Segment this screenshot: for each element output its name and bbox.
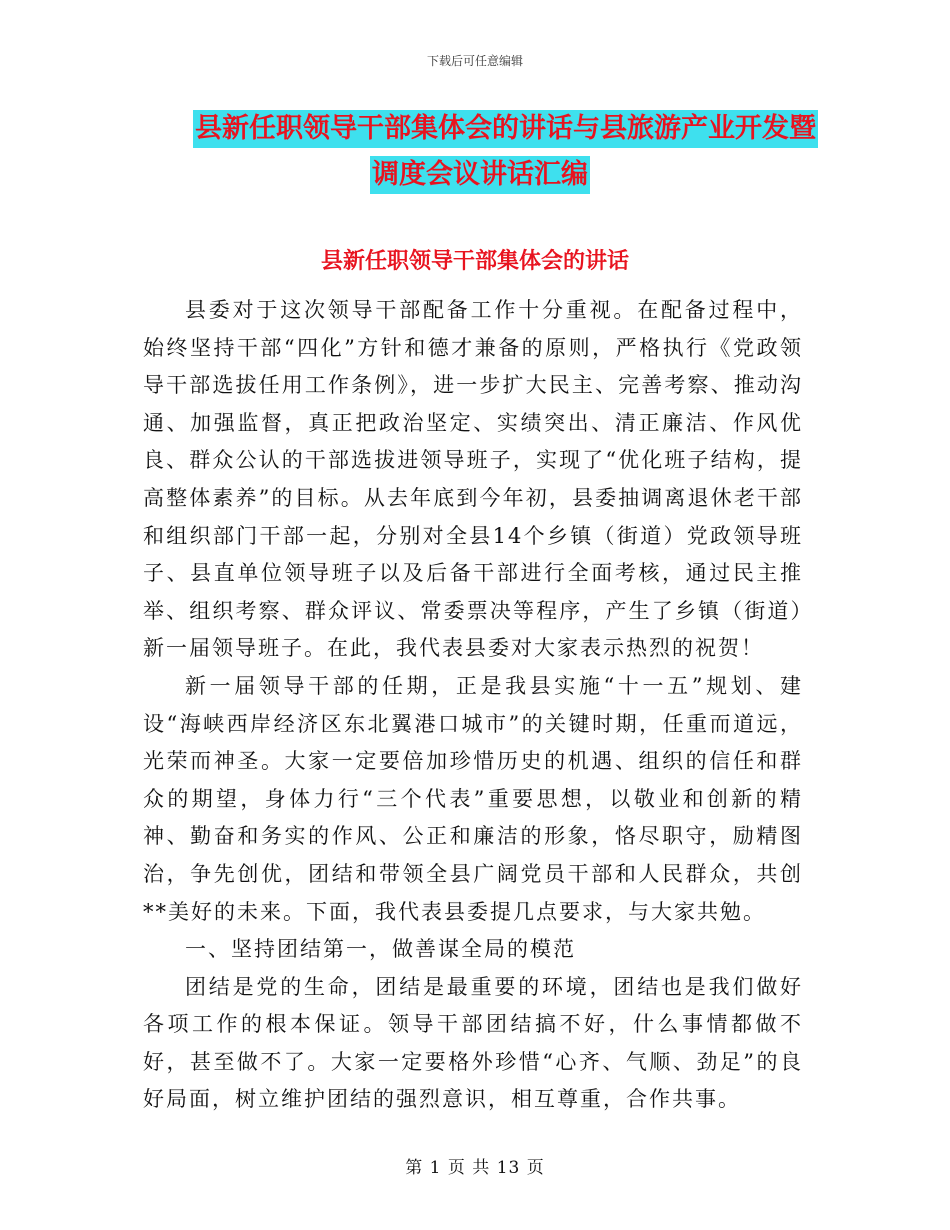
paragraph: 县委对于这次领导干部配备工作十分重视。在配备过程中，始终坚持干部“四化”方针和德才兼备的原则，严格执行《党政领导干部选拔任用工作条例》，进一步扩大民主、完善考察、推动沟通、加强监督，真正把政治坚定、实绩突出、清正廉洁、作风优良、群众公认的干部选拔进领导班子，实现了“优化班子结构，提高整体素养”的目标。从去年底到今年初，县委抽调离退休老干部和组织部门干部一起，分别对全县14个乡镇（街道）党政领导班子、县直单位领导班子以及后备干部进行全面考核，通过民主推举、组织考察、群众评议、常委票决等程序，产生了乡镇（街道）新一届领导班子。在此，我代表县委对大家表示热烈的祝贺！ xyxy=(143,298,803,661)
paragraph: 新一届领导干部的任期，正是我县实施“十一五”规划、建设“海峡西岸经济区东北翼港口城市”的关键时期，任重而道远，光荣而神圣。大家一定要倍加珍惜历史的机遇、组织的信任和群众的期望，身体力行“三个代表”重要思想，以敬业和创新的精神、勤奋和务实的作风、公正和廉洁的形象，恪尽职守，励精图治，争先创优，团结和带领全县广阔党员干部和人民群众，共创**美好的未来。下面，我代表县委提几点要求，与大家共勉。 xyxy=(143,673,803,924)
document-title-line-2: 调度会议讲话汇编 xyxy=(370,156,590,194)
paragraph: 团结是党的生命，团结是最重要的环境，团结也是我们做好各项工作的根本保证。领导干部团结搞不好，什么事情都做不好，甚至做不了。大家一定要格外珍惜“心齐、气顺、劲足”的良好局面，树立维护团结的强烈意识，相互尊重，合作共事。 xyxy=(143,974,803,1112)
document-title-line-1: 县新任职领导干部集体会的讲话与县旅游产业开发暨 xyxy=(193,110,818,148)
section-title: 县新任职领导干部集体会的讲话 xyxy=(320,249,629,274)
page-number: 第 1 页 共 13 页 xyxy=(405,1158,545,1178)
paragraph-heading: 一、坚持团结第一，做善谋全局的模范 xyxy=(185,937,576,962)
page-header-note: 下载后可任意编辑 xyxy=(426,54,523,68)
document-body xyxy=(143,292,803,1119)
